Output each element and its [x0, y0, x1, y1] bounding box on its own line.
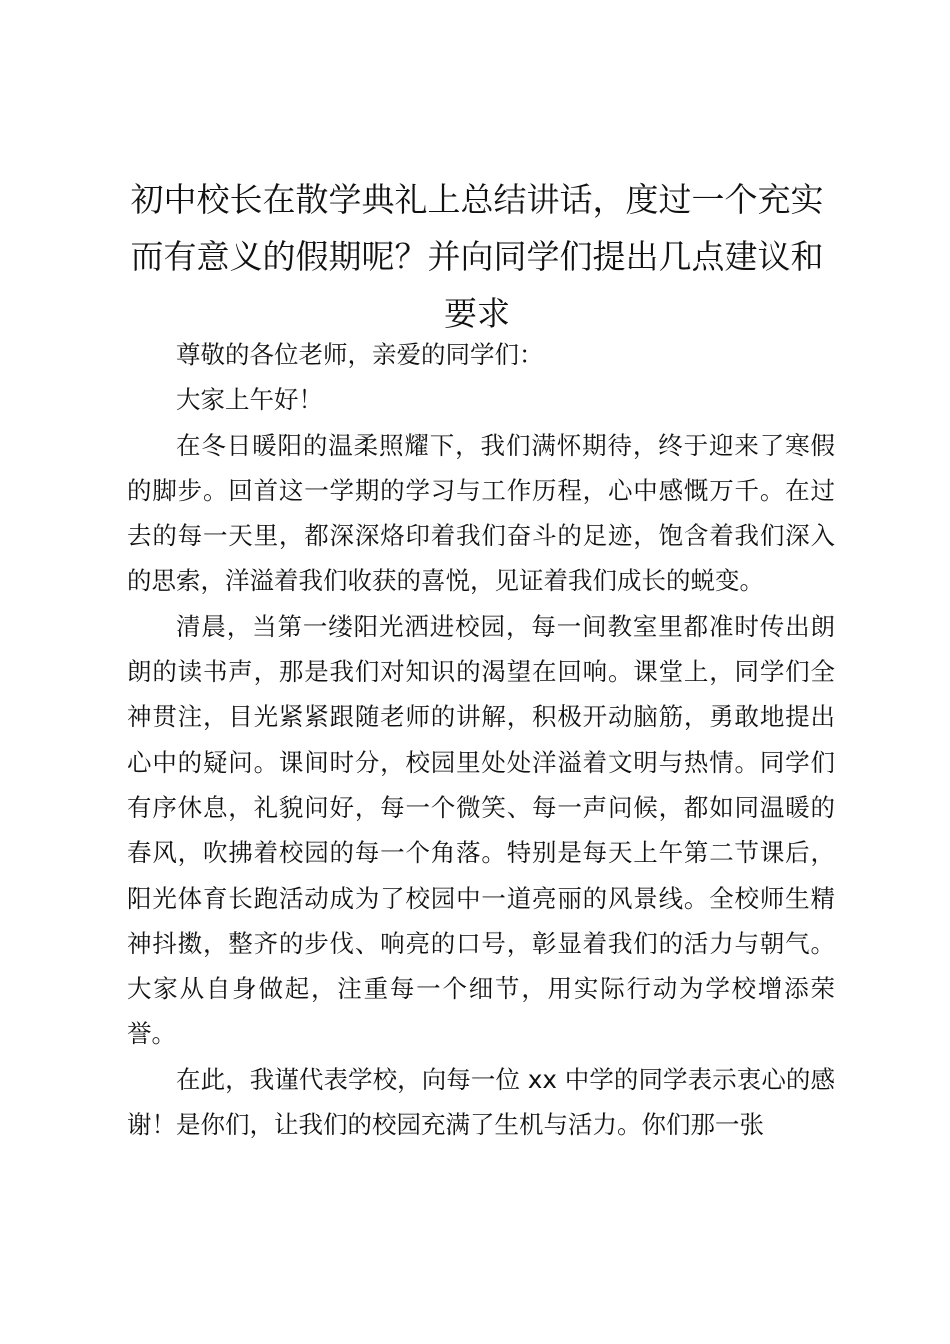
document-body — [127, 332, 835, 1147]
document-title: 初中校长在散学典礼上总结讲话，度过一个充实而有意义的假期呢？并向同学们提出几点建议和要求 — [130, 180, 824, 333]
greeting: 大家上午好！ — [176, 385, 323, 415]
paragraph-morning-campus: 清晨，当第一缕阳光洒进校园，每一间教室里都准时传出朗朗的读书声，那是我们对知识的渴望在回响。课堂上，同学们全神贯注，目光紧紧跟随老师的讲解，积极开动脑筋，勇敢地提出心中的疑问。课间时分，校园里处处洋溢着文明与热情。同学们有序休息，礼貌问好，每一个微笑、每一声问候，都如同温暖的春风，吹拂着校园的每一个角落。特别是每天上午第二节课后，阳光体育长跑活动成为了校园中一道亮丽的风景线。全校师生精神抖擞，整齐的步伐、响亮的口号，彰显着我们的活力与朝气。大家从自身做起，注重每一个细节，用实际行动为学校增添荣誉。 — [127, 611, 835, 1049]
paragraph-thanks: 在此，我谨代表学校，向每一位 xx 中学的同学表示衷心的感谢！是你们，让我们的校园充满了生机与活力。你们那一张 — [127, 1064, 835, 1140]
paragraph-winter-break: 在冬日暖阳的温柔照耀下，我们满怀期待，终于迎来了寒假的脚步。回首这一学期的学习与工作历程，心中感慨万千。在过去的每一天里，都深深烙印着我们奋斗的足迹，饱含着我们深入的思索，洋溢着我们收获的喜悦，见证着我们成长的蜕变。 — [127, 430, 835, 596]
salutation: 尊敬的各位老师，亲爱的同学们： — [176, 340, 544, 369]
